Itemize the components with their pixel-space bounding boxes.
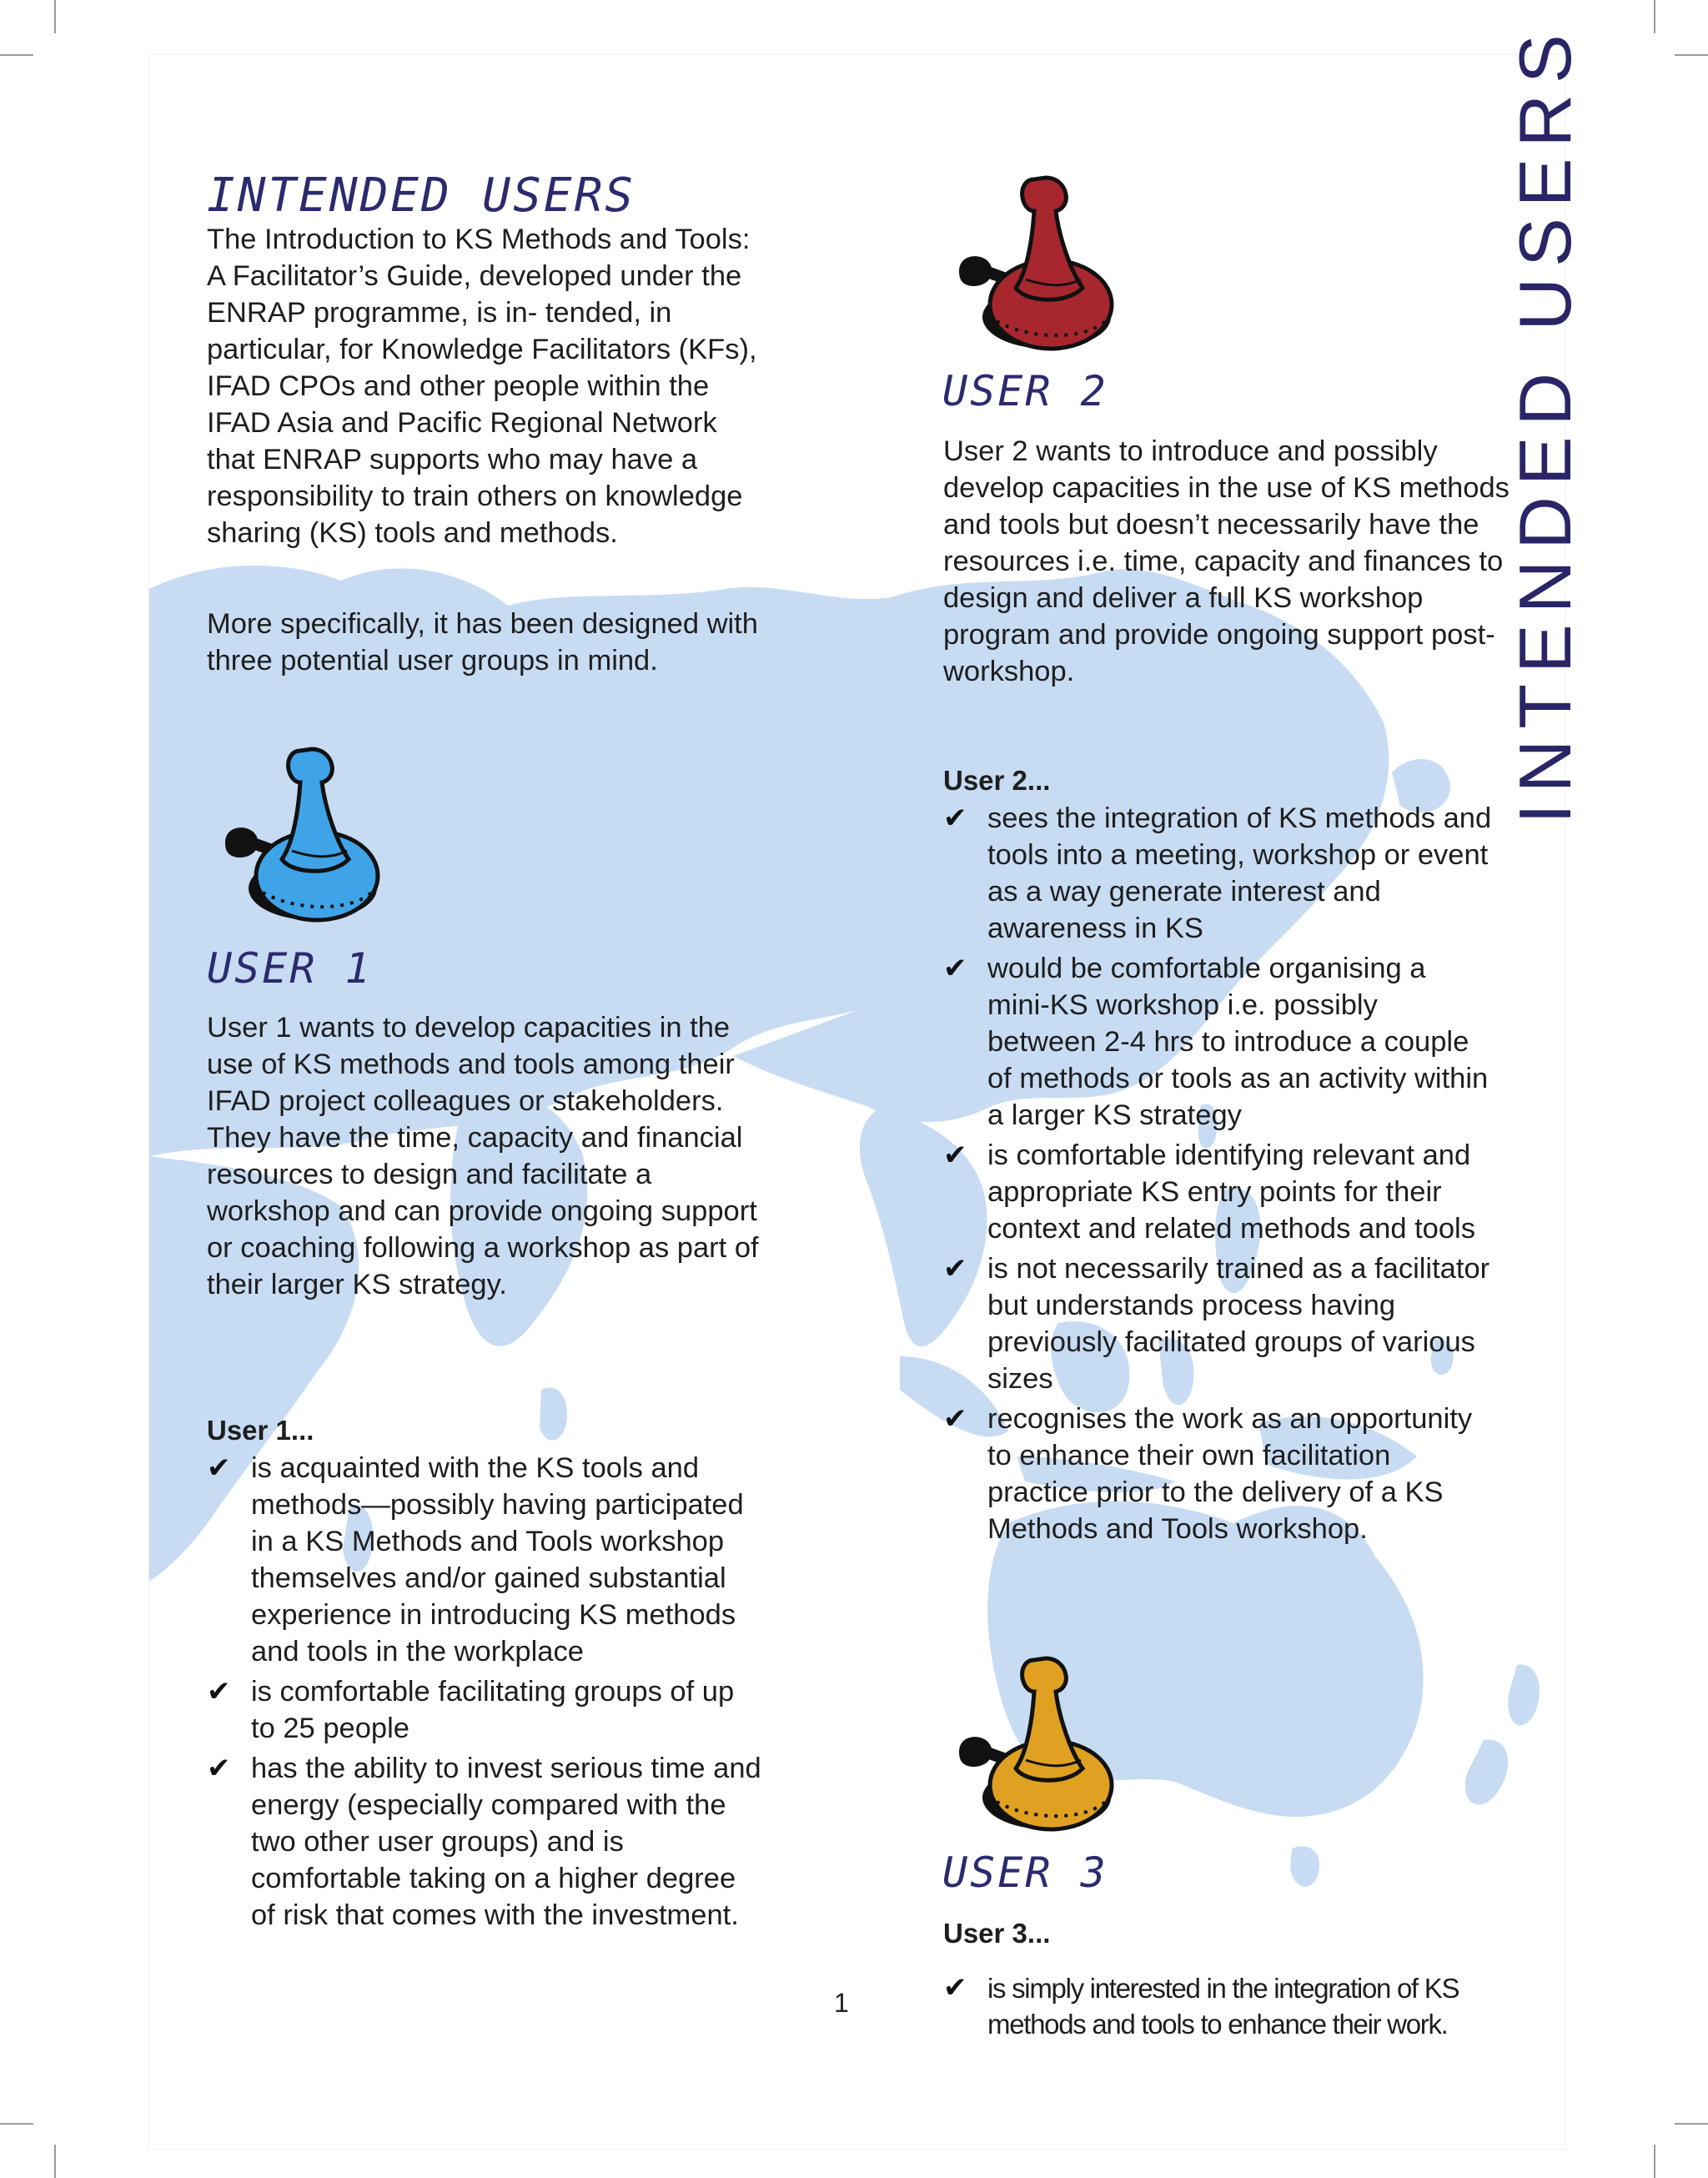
check-icon: ✔ <box>943 1253 967 1285</box>
crop-mark <box>1654 2145 1655 2178</box>
user-1-list-label: User 1... <box>207 1415 314 1446</box>
intro-paragraph: The Introduction to KS Methods and Tools: A Facilitator’s Guide, developed under the ENRAP programme, is in- tended, in particular, for Knowledge Facilitators (KFs), IFAD CPOs and other people within the IFAD Asia and Pacific Regional Network that ENRAP supports who may have a responsibility to train others on knowledge sharing (KS) tools and methods. <box>207 224 757 549</box>
list-item: ✔ recognises the work as an opportunity to enhance their own facilitation practice prior to the delivery of a KS Methods and Tools workshop. <box>943 1401 1494 1547</box>
list-item: ✔ would be comfortable organising a mini-KS workshop i.e. possibly between 2-4 hrs to introduce a couple of methods or tools as an activity within a larger KS strategy <box>943 950 1494 1134</box>
list-item: ✔ is acquainted with the KS tools and methods—possibly having participated in a KS Methods and Tools workshop themselves and/or gained substantial experience in introducing KS methods and tools in the workplace <box>207 1450 761 1670</box>
user-3-list <box>943 1970 1527 2045</box>
check-icon: ✔ <box>943 1972 967 2004</box>
user-2-description: User 2 wants to introduce and possibly develop capacities in the use of KS methods and tools but doesn’t necessarily have the resources i.e. time, capacity and finances to design and deliver a full KS workshop program and provide ongoing support post-workshop. <box>943 435 1510 687</box>
check-icon: ✔ <box>943 1403 967 1435</box>
crop-mark <box>1675 2123 1708 2125</box>
crop-mark <box>1654 0 1655 33</box>
list-item: ✔ has the ability to invest serious time and energy (especially compared with the two other user groups) and is comfortable taking on a higher degree of risk that comes with the investment. <box>207 1750 761 1934</box>
crop-mark <box>0 54 33 56</box>
list-item: ✔ is comfortable identifying relevant and appropriate KS entry points for their context and related methods and tools <box>943 1137 1494 1247</box>
user-1-description: User 1 wants to develop capacities in the use of KS methods and tools among their IFAD project colleagues or stakeholders. They have the time, capacity and financial resources to design and facilitate a workshop and can provide ongoing support or coaching following a workshop as part of their larger KS strategy. <box>207 1012 759 1300</box>
page-number: 1 <box>834 1988 849 2018</box>
check-icon: ✔ <box>207 1753 231 1784</box>
user-3-list-label: User 3... <box>943 1918 1051 1949</box>
user-2-list <box>943 800 1494 1551</box>
crop-mark <box>1675 54 1708 56</box>
list-item: ✔ sees the integration of KS methods and tools into a meeting, workshop or event as a way generate interest and awareness in KS <box>943 800 1494 947</box>
game-pawn-icon <box>200 734 400 934</box>
crop-mark <box>54 2145 56 2178</box>
crop-mark <box>54 0 56 33</box>
list-item: ✔ is comfortable facilitating groups of up to 25 people <box>207 1673 761 1747</box>
check-icon: ✔ <box>943 802 967 834</box>
intro-paragraph-2: More specifically, it has been designed with three potential user groups in mind. <box>207 608 758 677</box>
game-pawn-icon <box>934 1643 1134 1844</box>
user-2-list-label: User 2... <box>943 765 1051 796</box>
user-2-title: USER 2 <box>942 367 1108 415</box>
list-item: ✔ is simply interested in the integration of KS methods and tools to enhance their work. <box>943 1972 1459 2040</box>
user-1-list <box>207 1450 761 1937</box>
user-3-title: USER 3 <box>942 1849 1108 1897</box>
user-1-title: USER 1 <box>207 944 373 993</box>
check-icon: ✔ <box>943 1139 967 1171</box>
side-title: INTENDED USERS <box>1504 23 1586 824</box>
check-icon: ✔ <box>207 1676 231 1708</box>
crop-mark <box>0 2123 33 2125</box>
page-title: INTENDED USERS <box>207 169 636 223</box>
list-item: ✔ is not necessarily trained as a facilitator but understands process having previously facilitated groups of various sizes <box>943 1250 1494 1397</box>
check-icon: ✔ <box>207 1452 231 1484</box>
check-icon: ✔ <box>943 953 967 984</box>
game-pawn-icon <box>934 163 1134 363</box>
